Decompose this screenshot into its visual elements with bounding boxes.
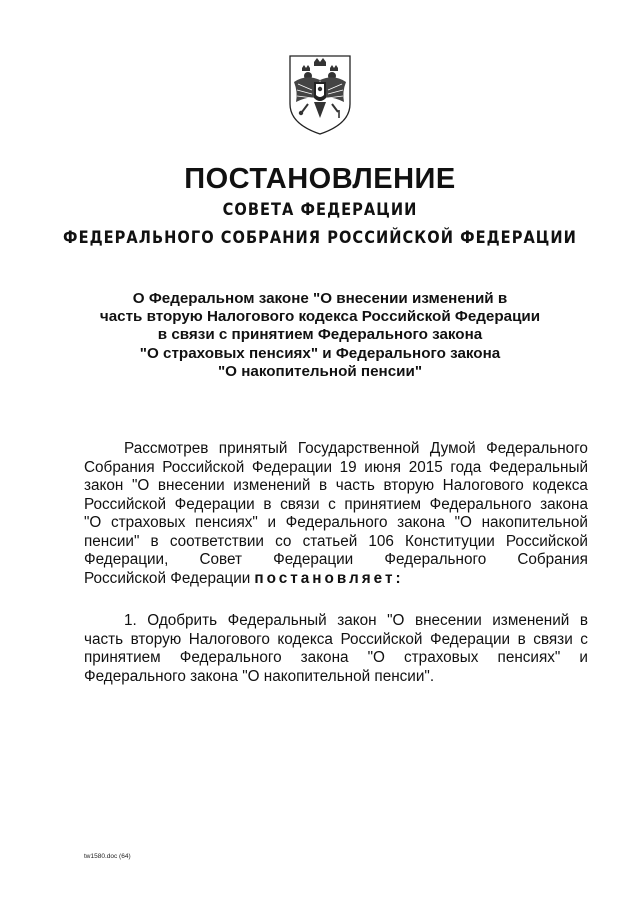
word: страховых — [110, 514, 186, 531]
word: "О — [367, 649, 385, 666]
word: Федерации — [429, 630, 511, 648]
word: Федерального — [429, 495, 532, 513]
paragraph-line — [84, 612, 588, 631]
word: 2015 — [408, 458, 443, 476]
paragraph-line — [84, 533, 588, 552]
word: Конституции — [405, 532, 495, 550]
subject-line: "О страховых пенсиях" и Федерального закона — [139, 344, 501, 362]
word: накопительной — [481, 514, 588, 531]
word: 1. — [124, 612, 137, 629]
word: Думой — [429, 440, 476, 457]
word: страховых — [404, 649, 479, 666]
issuing-body-line-1: СОВЕТА ФЕДЕРАЦИИ — [222, 200, 418, 220]
word: кодекса — [532, 477, 588, 494]
word: Налогового — [442, 477, 524, 494]
word: пенсии" — [84, 532, 140, 550]
word: Российской — [505, 532, 588, 550]
word: пенсиях" — [497, 649, 561, 666]
issuing-body-line-2: ФЕДЕРАЛЬНОГО СОБРАНИЯ РОССИЙСКОЙ ФЕДЕРАЦИИ — [63, 228, 577, 248]
word: закона — [300, 649, 349, 666]
word: "О — [84, 514, 102, 531]
paragraph-line — [84, 477, 588, 496]
document-title: ПОСТАНОВЛЕНИЕ — [184, 163, 456, 195]
word: с — [328, 495, 336, 513]
subject-line: "О накопительной пенсии" — [217, 362, 423, 380]
word: принятием — [344, 495, 422, 513]
paragraph-line — [84, 514, 588, 533]
word: Налогового — [188, 630, 270, 648]
word: Российской — [84, 495, 166, 513]
word: в — [318, 477, 328, 494]
word: Российской Федерации — [84, 569, 251, 587]
word: в — [150, 532, 159, 550]
subject-line: в связи с принятием Федерального закона — [157, 326, 483, 344]
word: внесении — [157, 477, 225, 494]
resolution-item-1 — [84, 612, 588, 686]
word: Федерации — [273, 551, 354, 568]
paragraph-line — [84, 496, 588, 515]
paragraph-line — [84, 459, 588, 478]
word: Собрания — [84, 458, 155, 476]
word: изменений — [492, 612, 570, 629]
word: принятый — [218, 440, 288, 457]
word: Федерального — [179, 649, 282, 666]
word: вторую — [383, 477, 435, 494]
word: Рассмотрев — [124, 440, 209, 457]
word: в — [517, 630, 526, 648]
word: Собрания — [517, 551, 588, 568]
word: в — [579, 612, 588, 629]
word: часть — [335, 477, 375, 494]
word: закон — [337, 612, 377, 629]
word: вторую — [130, 630, 182, 648]
word: Совет — [199, 551, 242, 568]
preamble-paragraph — [84, 440, 588, 588]
word: 106 — [368, 532, 394, 550]
paragraph-line — [84, 649, 588, 668]
word: "О — [387, 612, 405, 629]
word: Федерального — [285, 514, 388, 531]
subject-line: О Федеральном законе "О внесении изменений в — [132, 290, 508, 307]
word: Государственной — [297, 440, 420, 457]
word: Одобрить — [147, 612, 218, 629]
paragraph-line — [84, 570, 588, 589]
word: июня — [364, 458, 402, 476]
double-headed-eagle-emblem-icon — [284, 52, 356, 136]
word: Федерации, — [84, 551, 169, 568]
word: статьей — [302, 532, 358, 550]
word: Российской — [340, 630, 423, 648]
word: связи — [533, 630, 573, 648]
word: закон — [84, 477, 124, 494]
word: связи — [280, 495, 320, 513]
paragraph-line — [84, 551, 588, 570]
paragraph-line — [84, 440, 588, 459]
word: Федерации — [174, 495, 255, 513]
word: года — [450, 458, 482, 476]
word: Федерального закона "О накопительной пенсии". — [84, 667, 435, 685]
word: Федеральный — [227, 612, 327, 629]
word: закона — [397, 514, 445, 531]
word: Федерации — [251, 458, 332, 476]
subject-line: часть вторую Налогового кодекса Российской Федерации — [99, 308, 541, 326]
word: 19 — [339, 458, 357, 476]
word: и — [579, 649, 588, 666]
word: в — [263, 495, 272, 513]
word: принятием — [84, 649, 161, 666]
document-subject — [70, 290, 570, 381]
word: со — [275, 532, 292, 550]
word: изменений — [233, 477, 311, 494]
paragraph-line — [84, 631, 588, 650]
word: Федеральный — [488, 458, 588, 476]
word: закона — [540, 495, 588, 513]
word: кодекса — [277, 630, 333, 648]
word: пенсиях" — [195, 514, 258, 531]
word: Федерального — [486, 440, 588, 457]
resolves-word: постановляет: — [254, 569, 404, 587]
word: часть — [84, 630, 124, 648]
word: и — [267, 514, 276, 531]
word: с — [580, 630, 588, 648]
word: "О — [131, 477, 150, 494]
word: соответствии — [169, 532, 264, 550]
word: "О — [454, 514, 472, 531]
paragraph-line — [84, 668, 588, 687]
word: внесении — [414, 612, 482, 629]
word: Российской — [162, 458, 245, 476]
word: Федерального — [384, 551, 487, 568]
footer-file-code: tw1580.doc (64) — [84, 853, 131, 860]
